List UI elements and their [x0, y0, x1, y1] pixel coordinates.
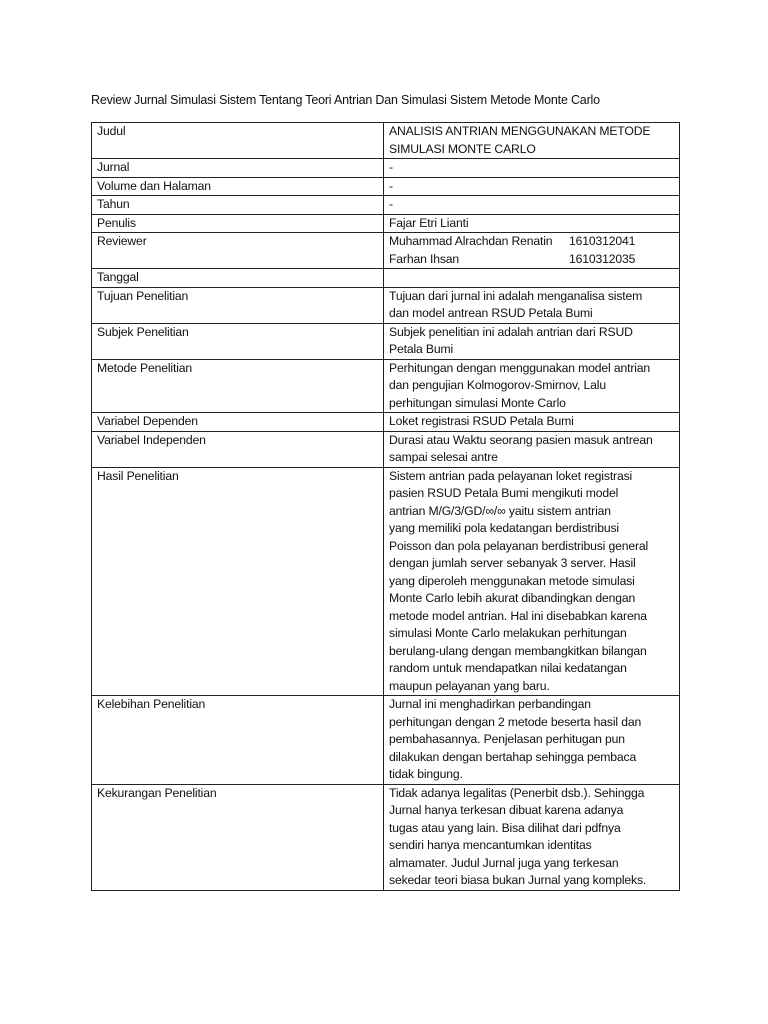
row-label: Reviewer: [92, 233, 384, 269]
table-row-tanggal: [92, 269, 680, 288]
row-value: [384, 467, 680, 696]
table-row-tahun: [92, 196, 680, 215]
value-line: maupun pelayanan yang baru.: [389, 678, 550, 693]
row-label: Volume dan Halaman: [92, 177, 384, 196]
row-value: [384, 784, 680, 890]
row-value: [384, 269, 680, 288]
value-line: pembahasannya. Penjelasan perhitugan pun: [389, 732, 625, 746]
table-row-metode: [92, 359, 680, 413]
row-value: -: [384, 159, 680, 178]
value-line: berulang-ulang dengan membangkitkan bilangan: [389, 643, 647, 658]
table-row-kekurangan: [92, 784, 680, 890]
value-line: Tujuan dari jurnal ini adalah menganalisa sistem: [389, 288, 643, 303]
value-line: Monte Carlo lebih akurat dibandingkan dengan: [389, 591, 636, 605]
row-label: Variabel Independen: [92, 431, 384, 467]
row-label: Jurnal: [92, 159, 384, 178]
row-label: Tujuan Penelitian: [92, 287, 384, 323]
value-line: metode model antrian. Hal ini disebabkan karena: [389, 608, 647, 623]
value-line: antrian M/G/3/GD/∞/∞ yaitu sistem antrian: [389, 503, 611, 518]
value-line: random untuk mendapatkan nilai kedatangan: [389, 661, 627, 675]
row-label: Metode Penelitian: [92, 359, 384, 413]
row-value: -: [384, 177, 680, 196]
value-line: sendiri hanya mencantumkan identitas: [389, 838, 592, 852]
row-label: Hasil Penelitian: [92, 467, 384, 696]
row-value: [384, 323, 680, 359]
review-table: [91, 122, 680, 891]
value-line: Subjek penelitian ini adalah antrian dari RSUD: [389, 324, 633, 339]
row-value: [384, 359, 680, 413]
value-line: tugas atau yang lain. Bisa dilihat dari pdfnya: [389, 820, 621, 835]
row-value: [384, 287, 680, 323]
table-row-volume: [92, 177, 680, 196]
table-row-judul: [92, 123, 680, 159]
value-line: SIMULASI MONTE CARLO: [389, 141, 536, 156]
value-line: pasien RSUD Petala Bumi mengikuti model: [389, 486, 619, 500]
row-value: Fajar Etri Lianti: [384, 214, 680, 233]
row-label: Penulis: [92, 214, 384, 233]
row-label: Tahun: [92, 196, 384, 215]
value-line: dengan jumlah server sebanyak 3 server. Hasil: [389, 556, 636, 570]
reviewer-entry: [389, 233, 673, 251]
value-line: yang diperoleh menggunakan metode simulasi: [389, 573, 635, 588]
value-line: Durasi atau Waktu seorang pasien masuk antrean: [389, 432, 653, 447]
reviewer-id: 1610312035: [569, 251, 636, 266]
value-line: sekedar teori biasa bukan Jurnal yang kompleks.: [389, 873, 647, 887]
row-value: [384, 233, 680, 269]
value-line: yang memiliki pola kedatangan berdistribusi: [389, 521, 619, 535]
value-line: perhitungan dengan 2 metode beserta hasil dan: [389, 714, 642, 729]
value-line: dan model antrean RSUD Petala Bumi: [389, 306, 593, 320]
row-value: [384, 123, 680, 159]
value-line: dan pengujian Kolmogorov-Smirnov, Lalu: [389, 378, 606, 392]
value-line: Sistem antrian pada pelayanan loket registrasi: [389, 468, 633, 483]
reviewer-id: 1610312041: [569, 234, 636, 248]
row-label: Subjek Penelitian: [92, 323, 384, 359]
row-label: Judul: [92, 123, 384, 159]
table-row-subjek: [92, 323, 680, 359]
page-title: Review Jurnal Simulasi Sistem Tentang Teori Antrian Dan Simulasi Sistem Metode Monte Carlo: [91, 93, 600, 107]
value-line: perhitungan simulasi Monte Carlo: [389, 395, 566, 410]
reviewer-name: Farhan Ihsan: [389, 251, 460, 266]
row-label: Variabel Dependen: [92, 413, 384, 432]
reviewer-name: Muhammad Alrachdan Renatin: [389, 234, 553, 248]
value-line: ANALISIS ANTRIAN MENGGUNAKAN METODE: [389, 124, 651, 138]
table-row-tujuan: [92, 287, 680, 323]
row-label: Kelebihan Penelitian: [92, 696, 384, 785]
table-row-jurnal: [92, 159, 680, 178]
table-row-penulis: [92, 214, 680, 233]
table-row-hasil: [92, 467, 680, 696]
value-line: tidak bingung.: [389, 767, 463, 781]
value-line: dilakukan dengan bertahap sehingga pembaca: [389, 749, 637, 764]
row-value: -: [384, 196, 680, 215]
row-label: Kekurangan Penelitian: [92, 784, 384, 890]
value-line: Perhitungan dengan menggunakan model antrian: [389, 360, 651, 375]
value-line: simulasi Monte Carlo melakukan perhitungan: [389, 626, 627, 640]
row-value: [384, 431, 680, 467]
reviewer-entry: [389, 251, 673, 269]
table-row-reviewer: [92, 233, 680, 269]
row-value: Loket registrasi RSUD Petala Bumi: [384, 413, 680, 432]
value-line: Poisson dan pola pelayanan berdistribusi general: [389, 538, 649, 553]
value-line: Tidak adanya legalitas (Penerbit dsb.). Sehingga: [389, 785, 645, 800]
value-line: almamater. Judul Jurnal juga yang terkesan: [389, 855, 619, 870]
value-line: Jurnal hanya terkesan dibuat karena adanya: [389, 803, 624, 817]
value-line: Petala Bumi: [389, 342, 454, 356]
table-row-kelebihan: [92, 696, 680, 785]
row-label: Tanggal: [92, 269, 384, 288]
table-row-dependen: [92, 413, 680, 432]
table-row-independen: [92, 431, 680, 467]
row-value: [384, 696, 680, 785]
value-line: sampai selesai antre: [389, 450, 498, 464]
value-line: Jurnal ini menghadirkan perbandingan: [389, 697, 591, 711]
